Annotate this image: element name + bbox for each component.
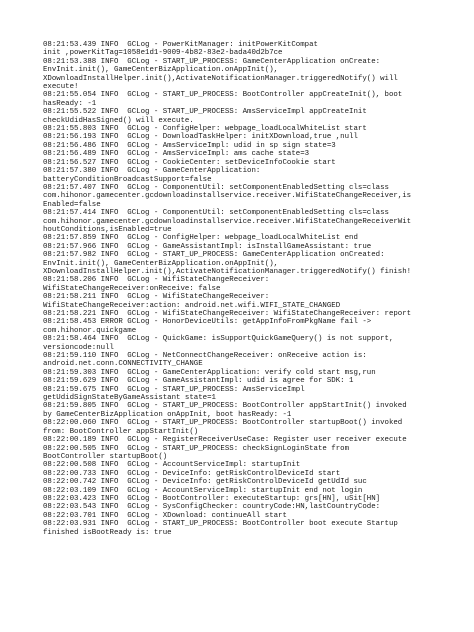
log-line: WifiStateChangeReceiver:action: android.net.wifi.WIFI_STATE_CHANGED [43, 301, 341, 310]
log-line: 08:21:57.966 INFO GCLog - GameAssistantImpl: isInstallGameAssistant: true [43, 242, 372, 251]
log-line: init ,powerKitTag=1058e1d1-9009-4b82-83e2-bada40d2b7ce [43, 49, 283, 58]
log-line: checkUdidHasSigned() will execute. [43, 116, 194, 125]
log-line: 08:21:59.675 INFO GCLog - START_UP_PROCESS: AmsServiceImpl [43, 385, 305, 394]
log-line: com.hihonor.gamecenter.gcdownloadinstallservice.receiver.WifiStateChangeReceiverWit [43, 217, 412, 226]
log-line: 08:21:57.407 INFO GCLog - ComponentUtil: setComponentEnabledSetting cls=class [43, 183, 389, 192]
log-line: 08:22:03.701 INFO GCLog - XDownload: continueAll start [43, 511, 287, 520]
log-line: 08:21:57.982 INFO GCLog - START_UP_PROCESS: GameCenterApplication onCreated: [43, 251, 385, 260]
log-line: 08:21:57.414 INFO GCLog - ComponentUtil: setComponentEnabledSetting cls=class [43, 209, 389, 218]
log-line: 08:21:56.489 INFO GCLog - AmsServiceImpl: ams cache state=3 [43, 150, 310, 159]
log-line: 08:22:03.931 INFO GCLog - START_UP_PROCESS: BootController boot execute Startup [43, 520, 398, 529]
log-line: finished isBootReady is: true [43, 528, 172, 537]
log-line: 08:22:00.733 INFO GCLog - DeviceInfo: getRiskControlDeviceId start [43, 469, 341, 478]
log-line: getUdidSignStateByGameAssistant state=1 [43, 394, 216, 403]
log-line: 08:21:58.464 INFO GCLog - QuickGame: isSupportQuickGameQuery() is not support, [43, 335, 394, 344]
log-line: 08:22:03.109 INFO GCLog - AccountServiceImpl: startupInit end not login [43, 486, 363, 495]
log-line: 08:21:58.453 ERROR GCLog - HonorDeviceUtils: getAppInfoFromPkgName fail -> [43, 318, 372, 327]
log-line: 08:22:00.508 INFO GCLog - AccountServiceImpl: startupInit [43, 461, 301, 470]
log-line: from: BootController appStartInit() [43, 427, 199, 436]
log-line: 08:21:59.805 INFO GCLog - START_UP_PROCESS: BootController appStartInit() invoked [43, 402, 407, 411]
log-line: 08:22:00.189 INFO GCLog - RegisterReceiverUseCase: Register user receiver execute [43, 436, 407, 445]
log-line: 08:21:58.221 INFO GCLog - WifiStateChangeReceiver: WifiStateChangeReceiver: report [43, 310, 412, 318]
log-line: 08:21:58.206 INFO GCLog - WifiStateChangeReceiver: [43, 276, 270, 285]
log-line: 08:22:00.742 INFO GCLog - DeviceInfo: getRiskControlDeviceId getUdId suc [43, 478, 367, 487]
log-line: 08:21:55.803 INFO GCLog - ConfigHelper: webpage_loadLocalWhiteList start [43, 125, 367, 134]
log-line: batteryConditionBroadcastSupport=false [43, 175, 212, 184]
log-line: EnvInit.init(), GameCenterBizApplication.onAppInit(), [43, 259, 279, 268]
log-line: EnvInit.init(), GameCenterBizApplication.onAppInit(), [43, 66, 279, 75]
log-line: by GameCenterBizApplication onAppInit, boot hasReady: -1 [43, 410, 292, 419]
log-line: com.hihonor.quickgame [43, 326, 137, 335]
log-line: 08:21:59.110 INFO GCLog - NetConnectChangeReceiver: onReceive action is: [43, 352, 367, 361]
log-line: android.net.conn.CONNECTIVITY_CHANGE [43, 360, 203, 369]
log-line: 08:22:00.060 INFO GCLog - START_UP_PROCESS: BootController startupBoot() invoked [43, 419, 403, 428]
log-line: 08:22:03.543 INFO GCLog - SysConfigChecker: countryCode:HN,lastCountryCode: [43, 503, 381, 512]
log-line: 08:21:53.388 INFO GCLog - START_UP_PROCESS: GameCenterApplication onCreate: [43, 57, 381, 66]
log-line: execute! [43, 83, 79, 92]
log-line: 08:21:57.859 INFO GCLog - ConfigHelper: webpage_loadLocalWhiteList end [43, 234, 358, 243]
log-line: XDownloadInstallHelper.init(),ActivateNotificationManager.triggeredNotify() finish! [43, 267, 412, 276]
log-line: 08:22:03.423 INFO GCLog - BootController: executeStartup: grs[HN], uSit[HN] [43, 494, 381, 503]
log-line: 08:21:57.380 INFO GCLog - GameCenterApplication: [43, 167, 261, 176]
log-line: Enabled=false [43, 200, 101, 209]
log-line: 08:21:59.303 INFO GCLog - GameCenterApplication: verify cold start msg,run [43, 368, 376, 377]
log-line: hasReady: -1 [43, 99, 97, 108]
log-line: versioncode:null [43, 343, 114, 352]
log-line: 08:21:56.527 INFO GCLog - CookieCenter: setDeviceInfoCookie start [43, 158, 336, 167]
log-line: 08:21:55.054 INFO GCLog - START_UP_PROCESS: BootController appCreateInit(), boot [43, 91, 403, 100]
log-text-block [43, 41, 469, 537]
log-line: 08:21:59.629 INFO GCLog - GameAssistantImpl: udid is agree for SDK: 1 [43, 377, 354, 386]
log-line: 08:21:58.211 INFO GCLog - WifiStateChangeReceiver: [43, 293, 270, 302]
log-line: XDownloadInstallHelper.init(),ActivateNotificationManager.triggeredNotify() will [43, 74, 398, 83]
log-line: 08:21:53.439 INFO GCLog - PowerKitManager: initPowerKitCompat [43, 41, 318, 49]
log-line: 08:21:56.193 INFO GCLog - DownloadTaskHelper: initXDownload,true ,null [43, 133, 358, 142]
log-line: BootController startupBoot() [43, 452, 168, 461]
log-line: 08:21:56.486 INFO GCLog - AmsServiceImpl: udid in sp sign state=3 [43, 141, 336, 150]
log-line: com.hihonor.gamecenter.gcdownloadinstallservice.receiver.WifiStateChangeReceiver,is [43, 192, 412, 201]
log-line: 08:22:00.505 INFO GCLog - START_UP_PROCESS: checkSignLoginState from [43, 444, 350, 453]
log-line: 08:21:55.522 INFO GCLog - START_UP_PROCESS: AmsServiceImpl appCreateInit [43, 108, 367, 117]
log-line: houtConditions,isEnabled=true [43, 225, 172, 234]
log-line: WifiStateChangeReceiver:onReceive: false [43, 284, 221, 293]
